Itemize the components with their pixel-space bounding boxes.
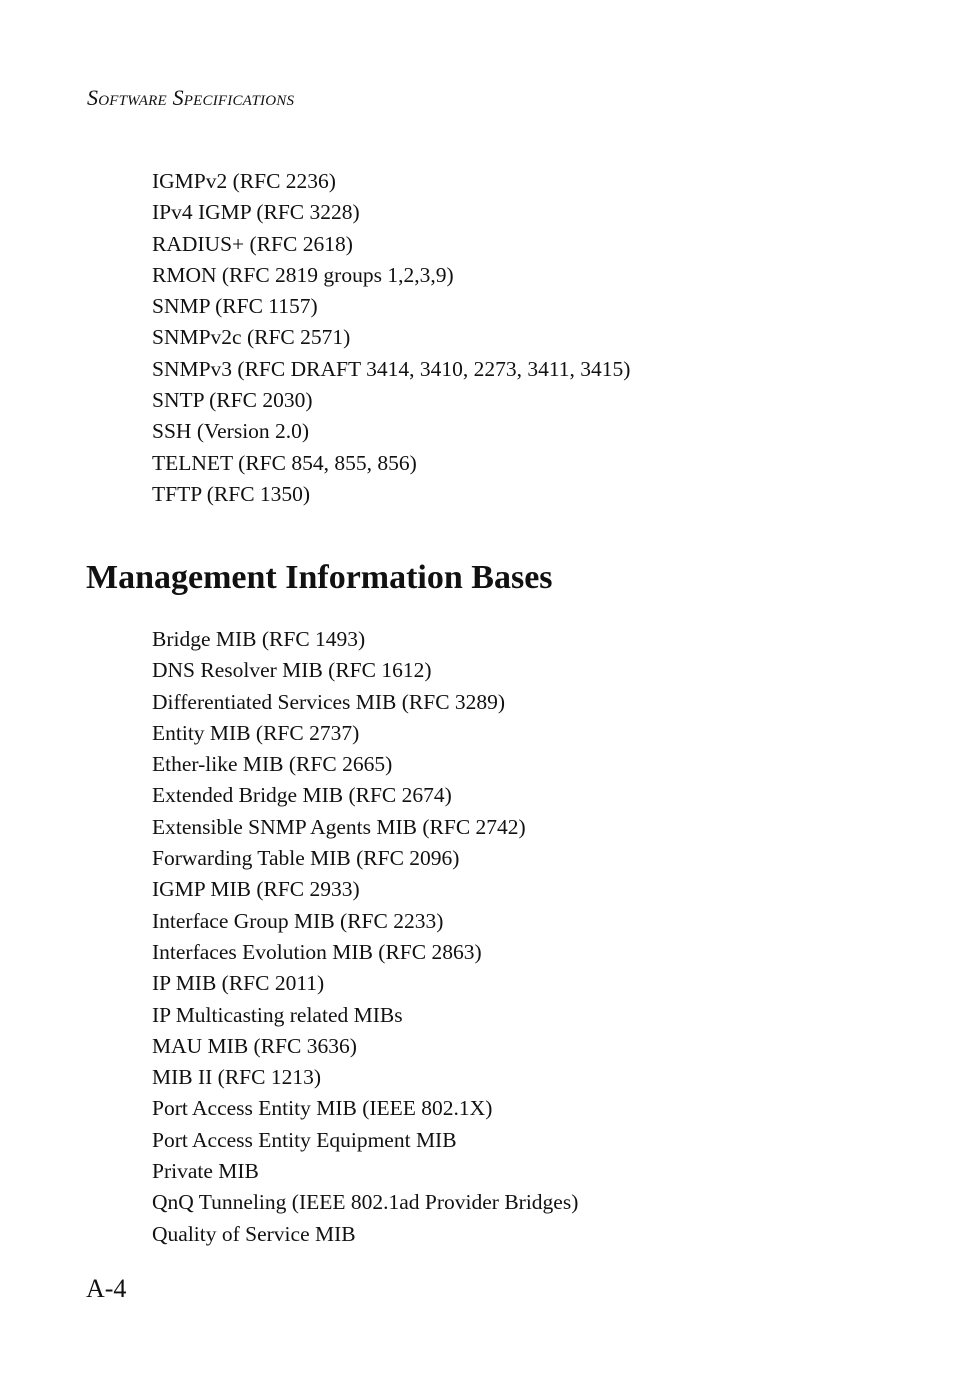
list-item: IP Multicasting related MIBs xyxy=(152,1002,403,1027)
list-item: MIB II (RFC 1213) xyxy=(152,1065,322,1090)
list-item: Ether-like MIB (RFC 2665) xyxy=(152,752,393,777)
running-header: Software Specifications xyxy=(87,85,295,110)
list-item: SNTP (RFC 2030) xyxy=(152,388,313,413)
list-item: Interface Group MIB (RFC 2233) xyxy=(152,908,444,933)
list-item: MAU MIB (RFC 3636) xyxy=(152,1033,357,1058)
list-item: IGMP MIB (RFC 2933) xyxy=(152,877,360,902)
list-item: DNS Resolver MIB (RFC 1612) xyxy=(152,658,432,683)
list-item: SNMPv3 (RFC DRAFT 3414, 3410, 2273, 3411, 3415) xyxy=(152,356,631,381)
list-item: Quality of Service MIB xyxy=(152,1221,356,1246)
list-item: Entity MIB (RFC 2737) xyxy=(152,720,360,745)
mib-list xyxy=(152,624,578,1250)
list-item: RADIUS+ (RFC 2618) xyxy=(152,231,353,256)
list-item: Extensible SNMP Agents MIB (RFC 2742) xyxy=(152,814,526,839)
list-item: Differentiated Services MIB (RFC 3289) xyxy=(152,689,506,714)
list-item: SNMPv2c (RFC 2571) xyxy=(152,325,351,350)
list-item: Port Access Entity MIB (IEEE 802.1X) xyxy=(152,1096,493,1121)
list-item: SSH (Version 2.0) xyxy=(152,419,310,444)
protocol-list xyxy=(152,166,630,510)
list-item: SNMP (RFC 1157) xyxy=(152,294,318,319)
list-item: Private MIB xyxy=(152,1159,259,1184)
list-item: IGMPv2 (RFC 2236) xyxy=(152,169,336,193)
list-item: TELNET (RFC 854, 855, 856) xyxy=(152,450,417,475)
list-item: RMON (RFC 2819 groups 1,2,3,9) xyxy=(152,262,454,287)
list-item: QnQ Tunneling (IEEE 802.1ad Provider Bridges) xyxy=(152,1190,579,1215)
list-item: TFTP (RFC 1350) xyxy=(152,481,311,506)
list-item: IPv4 IGMP (RFC 3228) xyxy=(152,200,360,225)
section-heading: Management Information Bases xyxy=(86,559,553,596)
list-item: Extended Bridge MIB (RFC 2674) xyxy=(152,783,452,808)
list-item: IP MIB (RFC 2011) xyxy=(152,971,325,996)
list-item: Bridge MIB (RFC 1493) xyxy=(152,627,366,651)
page-number: A-4 xyxy=(86,1274,127,1303)
list-item: Interfaces Evolution MIB (RFC 2863) xyxy=(152,939,482,964)
list-item: Port Access Entity Equipment MIB xyxy=(152,1127,457,1152)
list-item: Forwarding Table MIB (RFC 2096) xyxy=(152,846,460,871)
